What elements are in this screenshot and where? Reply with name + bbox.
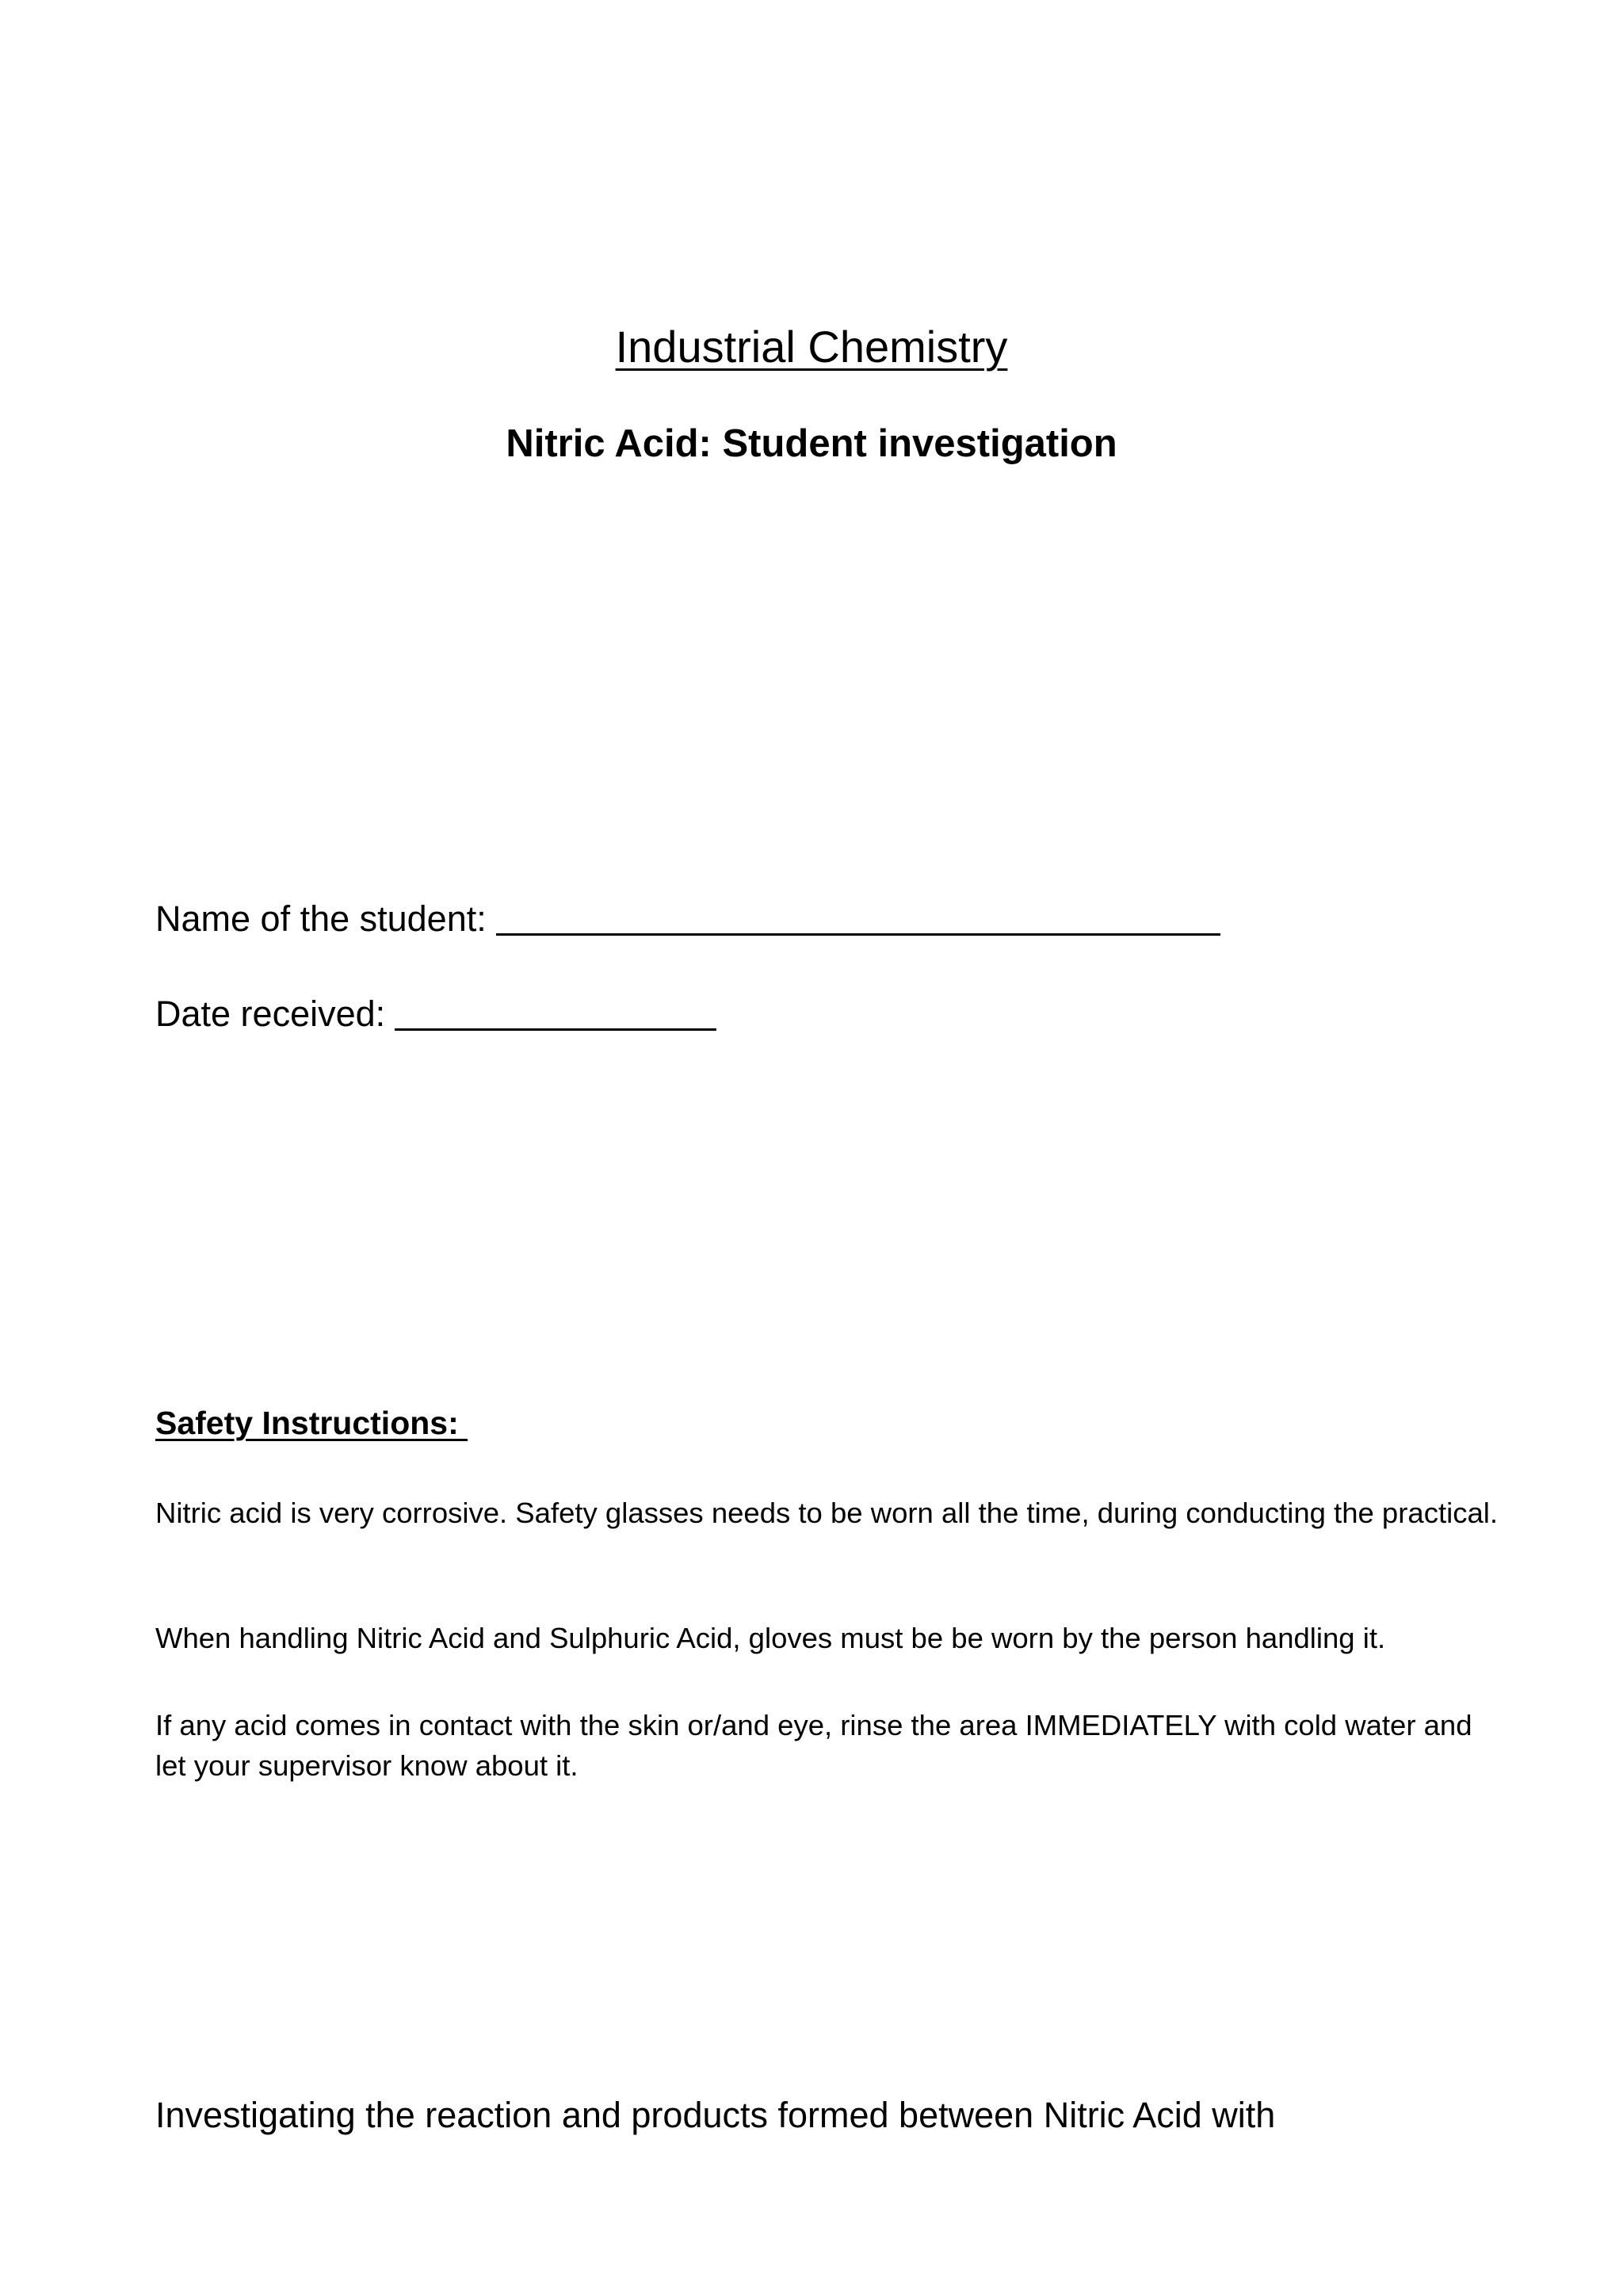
date-received-line: [155, 990, 716, 1038]
investigation-intro: Investigating the reaction and products formed between Nitric Acid with: [155, 2095, 1276, 2135]
date-received-label: Date received:: [155, 994, 386, 1034]
student-name-blank[interactable]: [496, 898, 1220, 936]
safety-paragraph: When handling Nitric Acid and Sulphuric Acid, gloves must be be worn by the person handling it.: [155, 1622, 1386, 1654]
student-name-label: Name of the student:: [155, 898, 487, 939]
safety-paragraph: Nitric acid is very corrosive. Safety glasses needs to be worn all the time, during conducting the practical.: [155, 1497, 1498, 1529]
date-received-blank[interactable]: [395, 994, 716, 1031]
document-title: Industrial Chemistry: [615, 322, 1008, 372]
student-name-line: [155, 895, 1220, 943]
document-subtitle: Nitric Acid: Student investigation: [506, 422, 1117, 465]
safety-paragraph: If any acid comes in contact with the skin or/and eye, rinse the area IMMEDIATELY with cold water and let your supervisor know about it.: [155, 1709, 1472, 1782]
safety-heading: Safety Instructions:: [155, 1405, 468, 1441]
